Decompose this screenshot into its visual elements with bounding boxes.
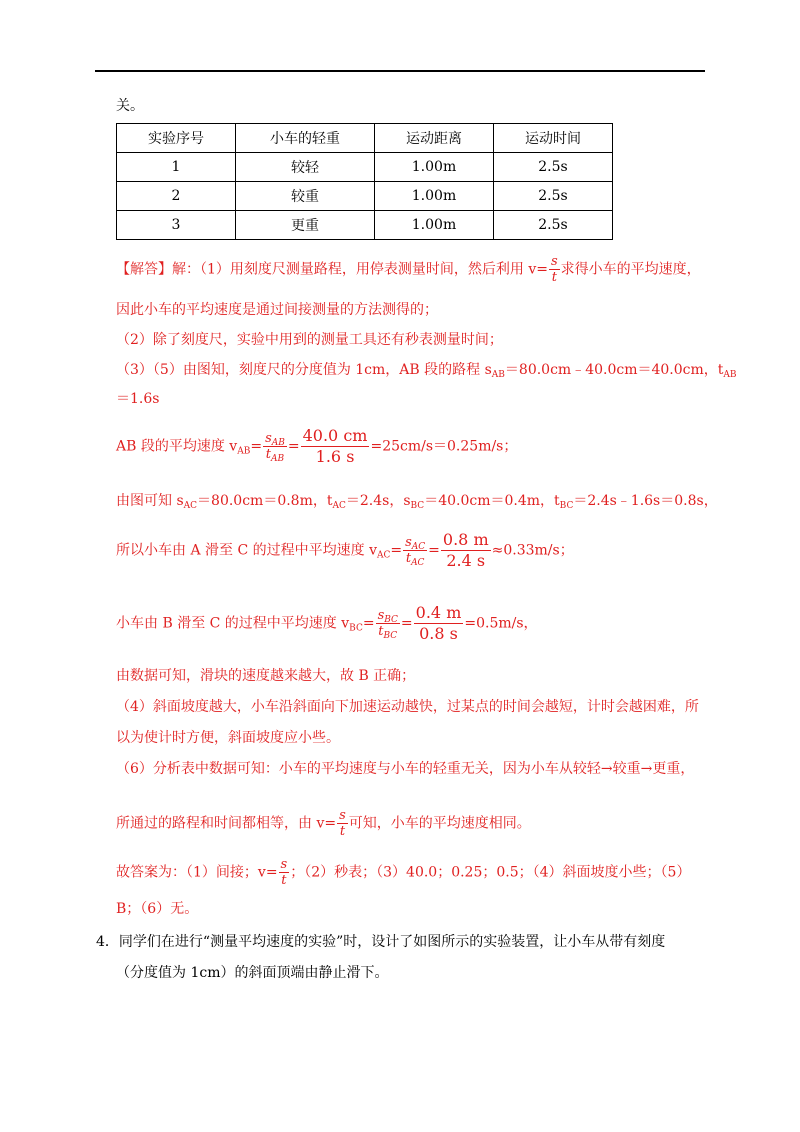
table-cell: 较轻 — [236, 153, 375, 182]
table-header-cell: 运动距离 — [375, 124, 494, 153]
table-header-row — [117, 124, 613, 153]
answer-line-1: 【解答】解：（1）用刻度尺测量路程，用停表测量时间，然后利用 v= $\frac{s}{t}$ 求得小车的平均速度， — [116, 254, 701, 285]
answer-line-5: ＝1.6s — [116, 391, 160, 407]
fraction-0.4-0.8: $\frac{0.4 m}{0.8 s}$ — [415, 603, 462, 643]
table-cell: 2.5s — [494, 211, 613, 240]
table-row — [117, 211, 613, 240]
intro-text: 关。 — [116, 98, 144, 114]
answer-line-6: AB 段的平均速度 $v_{AB}=$ $\frac{s_{AB}}{t_{AB}}$ = $\frac{40.0 cm}{1.6 s}$ =25cm/s＝0.25m/s； — [116, 426, 518, 466]
answer-line-3: （2）除了刻度尺，实验中用到的测量工具还有秒表测量时间； — [116, 332, 503, 348]
formula-fraction: $\frac{s}{t}$ — [280, 857, 288, 888]
answer-line-13: （6）分析表中数据可知：小车的平均速度与小车的轻重无关，因为小车从较轻→较重→更重， — [116, 761, 695, 777]
table-row — [117, 182, 613, 211]
formula-fraction: $\frac{s}{t}$ — [551, 254, 558, 285]
answer-line-9: 小车由 B 滑至 C 的过程中平均速度 $v_{BC}=$ $\frac{s_{BC}}{t_{BC}}$ = $\frac{0.4 m}{0.8 s}$ =0.5m/s， — [116, 603, 538, 643]
header-rule — [95, 70, 705, 72]
table-cell: 1.00m — [375, 211, 494, 240]
question-4-line-1: 4．同学们在进行“测量平均速度的实验”时，设计了如图所示的实验装置，让小车从带有刻度 — [96, 934, 666, 950]
answer-line-4: （3）（5）由图知，刻度尺的分度值为 1cm，AB 段的路程 $s_{AB}=80.0cm﹣40.0cm=40.0cm$，$t_{AB}$ — [116, 362, 737, 380]
table-cell: 1 — [117, 153, 236, 182]
table-header-cell: 运动时间 — [494, 124, 613, 153]
fraction-sab-tab: $\frac{s_{AB}}{t_{AB}}$ — [265, 431, 285, 464]
table-cell: 3 — [117, 211, 236, 240]
table-cell: 2 — [117, 182, 236, 211]
answer-line-11: （4）斜面坡度越大，小车沿斜面向下加速运动越快，过某点的时间会越短，计时会越困难，所 — [116, 699, 699, 715]
table-cell: 更重 — [236, 211, 375, 240]
table-cell: 2.5s — [494, 182, 613, 211]
fraction-40-1.6: $\frac{40.0 cm}{1.6 s}$ — [302, 426, 368, 466]
table-cell: 较重 — [236, 182, 375, 211]
table-row — [117, 153, 613, 182]
answer-line-2: 因此小车的平均速度是通过间接测量的方法测得的； — [116, 302, 438, 318]
data-table — [116, 123, 613, 240]
answer-line-14: 所通过的路程和时间都相等，由 v= $\frac{s}{t}$ 可知，小车的平均速度相同。 — [116, 808, 531, 839]
table-header-cell: 小车的轻重 — [236, 124, 375, 153]
answer-line-12: 以为使计时方便，斜面坡度应小些。 — [116, 730, 340, 746]
answer-line-16: B；（6）无。 — [116, 901, 199, 917]
table-cell: 1.00m — [375, 182, 494, 211]
answer-line-7: 由图可知 $s_{AC}=80.0cm=0.8m$，$t_{AC}=2.4s$，$s_{BC}=40.0cm=0.4m$，$t_{BC}=2.4s﹣1.6s=0.8s$， — [116, 493, 718, 511]
fraction-0.8-2.4: $\frac{0.8 m}{2.4 s}$ — [442, 530, 489, 570]
answer-line-8: 所以小车由 A 滑至 C 的过程中平均速度 $v_{AC}=$ $\frac{s_{AC}}{t_{AC}}$ = $\frac{0.8 m}{2.4 s}$ ≈0.33m/s； — [116, 530, 574, 570]
formula-fraction: $\frac{s}{t}$ — [339, 808, 346, 839]
question-number: 4． — [96, 934, 119, 950]
table-cell: 1.00m — [375, 153, 494, 182]
table-header-cell: 实验序号 — [117, 124, 236, 153]
table-cell: 2.5s — [494, 153, 613, 182]
question-4-line-2: （分度值为 1cm）的斜面顶端由静止滑下。 — [116, 965, 389, 981]
answer-line-10: 由数据可知，滑块的速度越来越大，故 B 正确； — [116, 668, 416, 684]
fraction-sbc-tbc: $\frac{s_{BC}}{t_{BC}}$ — [377, 608, 398, 641]
answer-tag: 【解答】 — [116, 261, 172, 278]
fraction-sac-tac: $\frac{s_{AC}}{t_{AC}}$ — [405, 535, 426, 568]
answer-line-15: 故答案为：（1）间接；v= $\frac{s}{t}$ ；（2）秒表；（3）40.0；0.25；0.5；（4）斜面坡度小些；（5） — [116, 857, 691, 888]
